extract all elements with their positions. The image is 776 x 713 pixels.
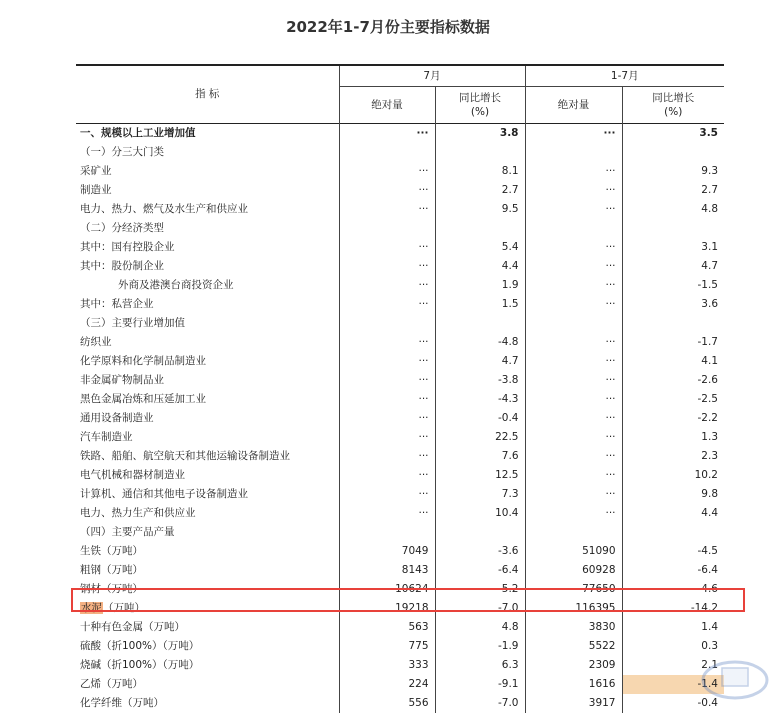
ytd-growth-cell [622, 314, 724, 333]
ytd-abs-cell [525, 314, 622, 333]
ytd-growth-cell: -2.6 [622, 371, 724, 390]
row-name: 铁路、船舶、航空航天和其他运输设备制造业 [80, 449, 290, 462]
ytd-growth-cell: 1.3 [622, 428, 724, 447]
month-abs-cell: ··· [339, 276, 435, 295]
month-growth-cell: 22.5 [435, 428, 525, 447]
month-growth-cell: 5.4 [435, 238, 525, 257]
row-name: 化学原料和化学制品制造业 [80, 354, 206, 367]
row-name: 通用设备制造业 [80, 411, 154, 424]
ytd-growth-cell: 3.5 [622, 124, 724, 143]
month-abs-cell [339, 314, 435, 333]
ytd-growth-cell: -1.5 [622, 276, 724, 295]
ytd-growth-cell [622, 219, 724, 238]
table-row [76, 276, 724, 295]
header-month-growth [435, 87, 525, 124]
row-name: 纺织业 [80, 335, 112, 348]
table-row [76, 637, 724, 656]
ytd-abs-cell: ··· [525, 352, 622, 371]
ytd-growth-cell: 2.1 [622, 656, 724, 675]
table-row [76, 143, 724, 162]
ytd-abs-cell: 1616 [525, 675, 622, 694]
row-name: 其中：股份制企业 [80, 259, 164, 272]
row-name: 制造业 [80, 183, 112, 196]
ytd-abs-cell: ··· [525, 371, 622, 390]
month-growth-cell: -3.6 [435, 542, 525, 561]
month-growth-cell: -9.1 [435, 675, 525, 694]
row-name: 其中：国有控股企业 [80, 240, 175, 253]
row-name: 非金属矿物制品业 [80, 373, 164, 386]
month-growth-cell: 7.6 [435, 447, 525, 466]
month-abs-cell: ··· [339, 390, 435, 409]
month-abs-cell: ··· [339, 257, 435, 276]
month-abs-cell: ··· [339, 466, 435, 485]
month-growth-cell [435, 219, 525, 238]
month-growth-cell: -3.8 [435, 371, 525, 390]
month-abs-cell: ··· [339, 333, 435, 352]
month-growth-cell: 4.7 [435, 352, 525, 371]
row-name: 计算机、通信和其他电子设备制造业 [80, 487, 248, 500]
ytd-growth-cell: 4.8 [622, 200, 724, 219]
table-row [76, 618, 724, 637]
row-name: 汽车制造业 [80, 430, 133, 443]
row-name: 采矿业 [80, 164, 112, 177]
month-growth-cell: 1.9 [435, 276, 525, 295]
ytd-abs-cell: ··· [525, 447, 622, 466]
table-row [76, 409, 724, 428]
month-abs-cell: ··· [339, 162, 435, 181]
row-name: 硫酸（折100%）（万吨） [80, 639, 200, 652]
header-month-abs: 绝对量 [339, 87, 435, 124]
month-abs-cell: 556 [339, 694, 435, 713]
month-abs-cell: ··· [339, 485, 435, 504]
ytd-growth-cell [622, 143, 724, 162]
growth-unit: (%) [664, 106, 683, 118]
ytd-abs-cell: 51090 [525, 542, 622, 561]
table-row [76, 523, 724, 542]
ytd-growth-cell: 2.3 [622, 447, 724, 466]
table-row [76, 504, 724, 523]
row-name: （四）主要产品产量 [80, 525, 175, 538]
month-growth-cell: 1.5 [435, 295, 525, 314]
table-row [76, 656, 724, 675]
month-abs-cell: 224 [339, 675, 435, 694]
month-growth-cell: 2.7 [435, 181, 525, 200]
table-row [76, 599, 724, 618]
month-abs-cell: 8143 [339, 561, 435, 580]
ytd-abs-cell: ··· [525, 238, 622, 257]
growth-unit: (%) [470, 106, 490, 118]
table-row [76, 181, 724, 200]
ytd-abs-cell: ··· [525, 200, 622, 219]
table-row [76, 466, 724, 485]
table-row [76, 447, 724, 466]
page-title: 2022年1-7月份主要指标数据 [286, 18, 490, 36]
month-growth-cell [435, 143, 525, 162]
ytd-growth-cell: 1.4 [622, 618, 724, 637]
ytd-growth-cell: -2.2 [622, 409, 724, 428]
row-name [76, 599, 339, 618]
month-abs-cell: 19218 [339, 599, 435, 618]
row-name: 烧碱（折100%）（万吨） [80, 658, 200, 671]
header-month: 7月 [339, 65, 525, 87]
ytd-abs-cell: ··· [525, 162, 622, 181]
month-growth-cell: 4.4 [435, 257, 525, 276]
month-abs-cell: ··· [339, 181, 435, 200]
month-abs-cell: ··· [339, 409, 435, 428]
table-row [76, 352, 724, 371]
table-row [76, 219, 724, 238]
table-row [76, 238, 724, 257]
month-growth-cell: 6.3 [435, 656, 525, 675]
ytd-growth-cell: 10.2 [622, 466, 724, 485]
row-name: 十种有色金属（万吨） [80, 620, 185, 633]
ytd-abs-cell: 3917 [525, 694, 622, 713]
table-row [76, 580, 724, 599]
header-ytd: 1-7月 [525, 65, 724, 87]
month-abs-cell [339, 523, 435, 542]
month-abs-cell: ··· [339, 447, 435, 466]
month-growth-cell: 3.8 [435, 124, 525, 143]
ytd-abs-cell: ··· [525, 504, 622, 523]
month-abs-cell: 10624 [339, 580, 435, 599]
ytd-growth-cell: -1.7 [622, 333, 724, 352]
row-name: 生铁（万吨） [80, 544, 143, 557]
ytd-abs-cell: ··· [525, 485, 622, 504]
month-abs-cell [339, 143, 435, 162]
ytd-abs-cell: ··· [525, 181, 622, 200]
month-abs-cell: ··· [339, 371, 435, 390]
month-abs-cell: 563 [339, 618, 435, 637]
month-growth-cell: -4.8 [435, 333, 525, 352]
month-growth-cell: -7.0 [435, 694, 525, 713]
row-name-suffix: （万吨） [103, 601, 145, 614]
ytd-abs-cell: 3830 [525, 618, 622, 637]
ytd-growth-cell: -6.4 [622, 561, 724, 580]
ytd-abs-cell: 60928 [525, 561, 622, 580]
month-growth-cell [435, 314, 525, 333]
month-growth-cell: -7.0 [435, 599, 525, 618]
month-growth-cell: 10.4 [435, 504, 525, 523]
month-growth-cell: -1.9 [435, 637, 525, 656]
ytd-abs-cell: ··· [525, 333, 622, 352]
table-row [76, 485, 724, 504]
row-name: 一、规模以上工业增加值 [80, 126, 196, 139]
row-name: 其中：私营企业 [80, 297, 154, 310]
header-ytd-abs: 绝对量 [525, 87, 622, 124]
growth-label: 同比增长 [459, 92, 501, 104]
ytd-growth-cell: -4.6 [622, 580, 724, 599]
row-name: （三）主要行业增加值 [80, 316, 185, 329]
table-row [76, 675, 724, 694]
month-abs-cell [339, 219, 435, 238]
table-row [76, 162, 724, 181]
table-row [76, 200, 724, 219]
month-growth-cell: -6.4 [435, 561, 525, 580]
ytd-growth-cell: 4.4 [622, 504, 724, 523]
ytd-abs-cell: ··· [525, 466, 622, 485]
month-growth-cell [435, 523, 525, 542]
month-growth-cell: -4.3 [435, 390, 525, 409]
header-ytd-growth [622, 87, 724, 124]
ytd-growth-cell: 4.7 [622, 257, 724, 276]
ytd-abs-cell: 77650 [525, 580, 622, 599]
ytd-growth-cell: 9.8 [622, 485, 724, 504]
month-growth-cell: -5.2 [435, 580, 525, 599]
ytd-growth-cell [622, 523, 724, 542]
ytd-abs-cell: 116395 [525, 599, 622, 618]
ytd-abs-cell [525, 523, 622, 542]
ytd-growth-cell: 0.3 [622, 637, 724, 656]
row-name: 黑色金属冶炼和压延加工业 [80, 392, 206, 405]
ytd-growth-cell: -1.4 [622, 675, 724, 694]
table-row [76, 124, 724, 143]
table-row [76, 295, 724, 314]
table-row [76, 333, 724, 352]
row-name: （二）分经济类型 [80, 221, 164, 234]
table-row [76, 561, 724, 580]
row-name: 外商及港澳台商投资企业 [118, 278, 234, 291]
ytd-abs-cell: 5522 [525, 637, 622, 656]
ytd-abs-cell: 2309 [525, 656, 622, 675]
table-row [76, 314, 724, 333]
month-abs-cell: ··· [339, 295, 435, 314]
month-growth-cell: 9.5 [435, 200, 525, 219]
row-name: （一）分三大门类 [80, 145, 164, 158]
table-row [76, 371, 724, 390]
month-abs-cell: ··· [339, 428, 435, 447]
row-name: 电力、热力生产和供应业 [80, 506, 196, 519]
ytd-abs-cell: ··· [525, 428, 622, 447]
table-row [76, 257, 724, 276]
ytd-growth-cell: -0.4 [622, 694, 724, 713]
indicator-table [76, 64, 724, 713]
table-row [76, 428, 724, 447]
ytd-abs-cell: ··· [525, 276, 622, 295]
month-abs-cell: 775 [339, 637, 435, 656]
month-abs-cell: ··· [339, 238, 435, 257]
header-indicator: 指 标 [195, 88, 220, 100]
ytd-growth-cell: 4.1 [622, 352, 724, 371]
month-abs-cell: 7049 [339, 542, 435, 561]
ytd-growth-cell: 9.3 [622, 162, 724, 181]
row-name: 化学纤维（万吨） [80, 696, 164, 709]
row-name: 钢材（万吨） [80, 582, 143, 595]
watermark-logo-icon [700, 652, 770, 704]
row-name: 粗钢（万吨） [80, 563, 143, 576]
row-name: 电力、热力、燃气及水生产和供应业 [80, 202, 248, 215]
month-growth-cell: 8.1 [435, 162, 525, 181]
ytd-abs-cell: ··· [525, 390, 622, 409]
ytd-abs-cell: ··· [525, 295, 622, 314]
table-row [76, 542, 724, 561]
month-growth-cell: -0.4 [435, 409, 525, 428]
ytd-growth-cell: -4.5 [622, 542, 724, 561]
ytd-abs-cell [525, 143, 622, 162]
row-name: 电气机械和器材制造业 [80, 468, 185, 481]
month-abs-cell: ··· [339, 124, 435, 143]
ytd-abs-cell [525, 219, 622, 238]
ytd-growth-cell: -14.2 [622, 599, 724, 618]
month-abs-cell: ··· [339, 200, 435, 219]
ytd-abs-cell: ··· [525, 409, 622, 428]
ytd-abs-cell: ··· [525, 257, 622, 276]
month-growth-cell: 4.8 [435, 618, 525, 637]
month-abs-cell: 333 [339, 656, 435, 675]
ytd-growth-cell: 2.7 [622, 181, 724, 200]
month-growth-cell: 12.5 [435, 466, 525, 485]
row-name-highlight: 水泥 [81, 601, 102, 614]
month-growth-cell: 7.3 [435, 485, 525, 504]
ytd-growth-cell: 3.6 [622, 295, 724, 314]
row-name: 乙烯（万吨） [80, 677, 143, 690]
ytd-growth-cell: -2.5 [622, 390, 724, 409]
month-abs-cell: ··· [339, 352, 435, 371]
month-abs-cell: ··· [339, 504, 435, 523]
table-row [76, 390, 724, 409]
growth-label: 同比增长 [652, 92, 695, 104]
ytd-abs-cell: ··· [525, 124, 622, 143]
ytd-growth-cell: 3.1 [622, 238, 724, 257]
